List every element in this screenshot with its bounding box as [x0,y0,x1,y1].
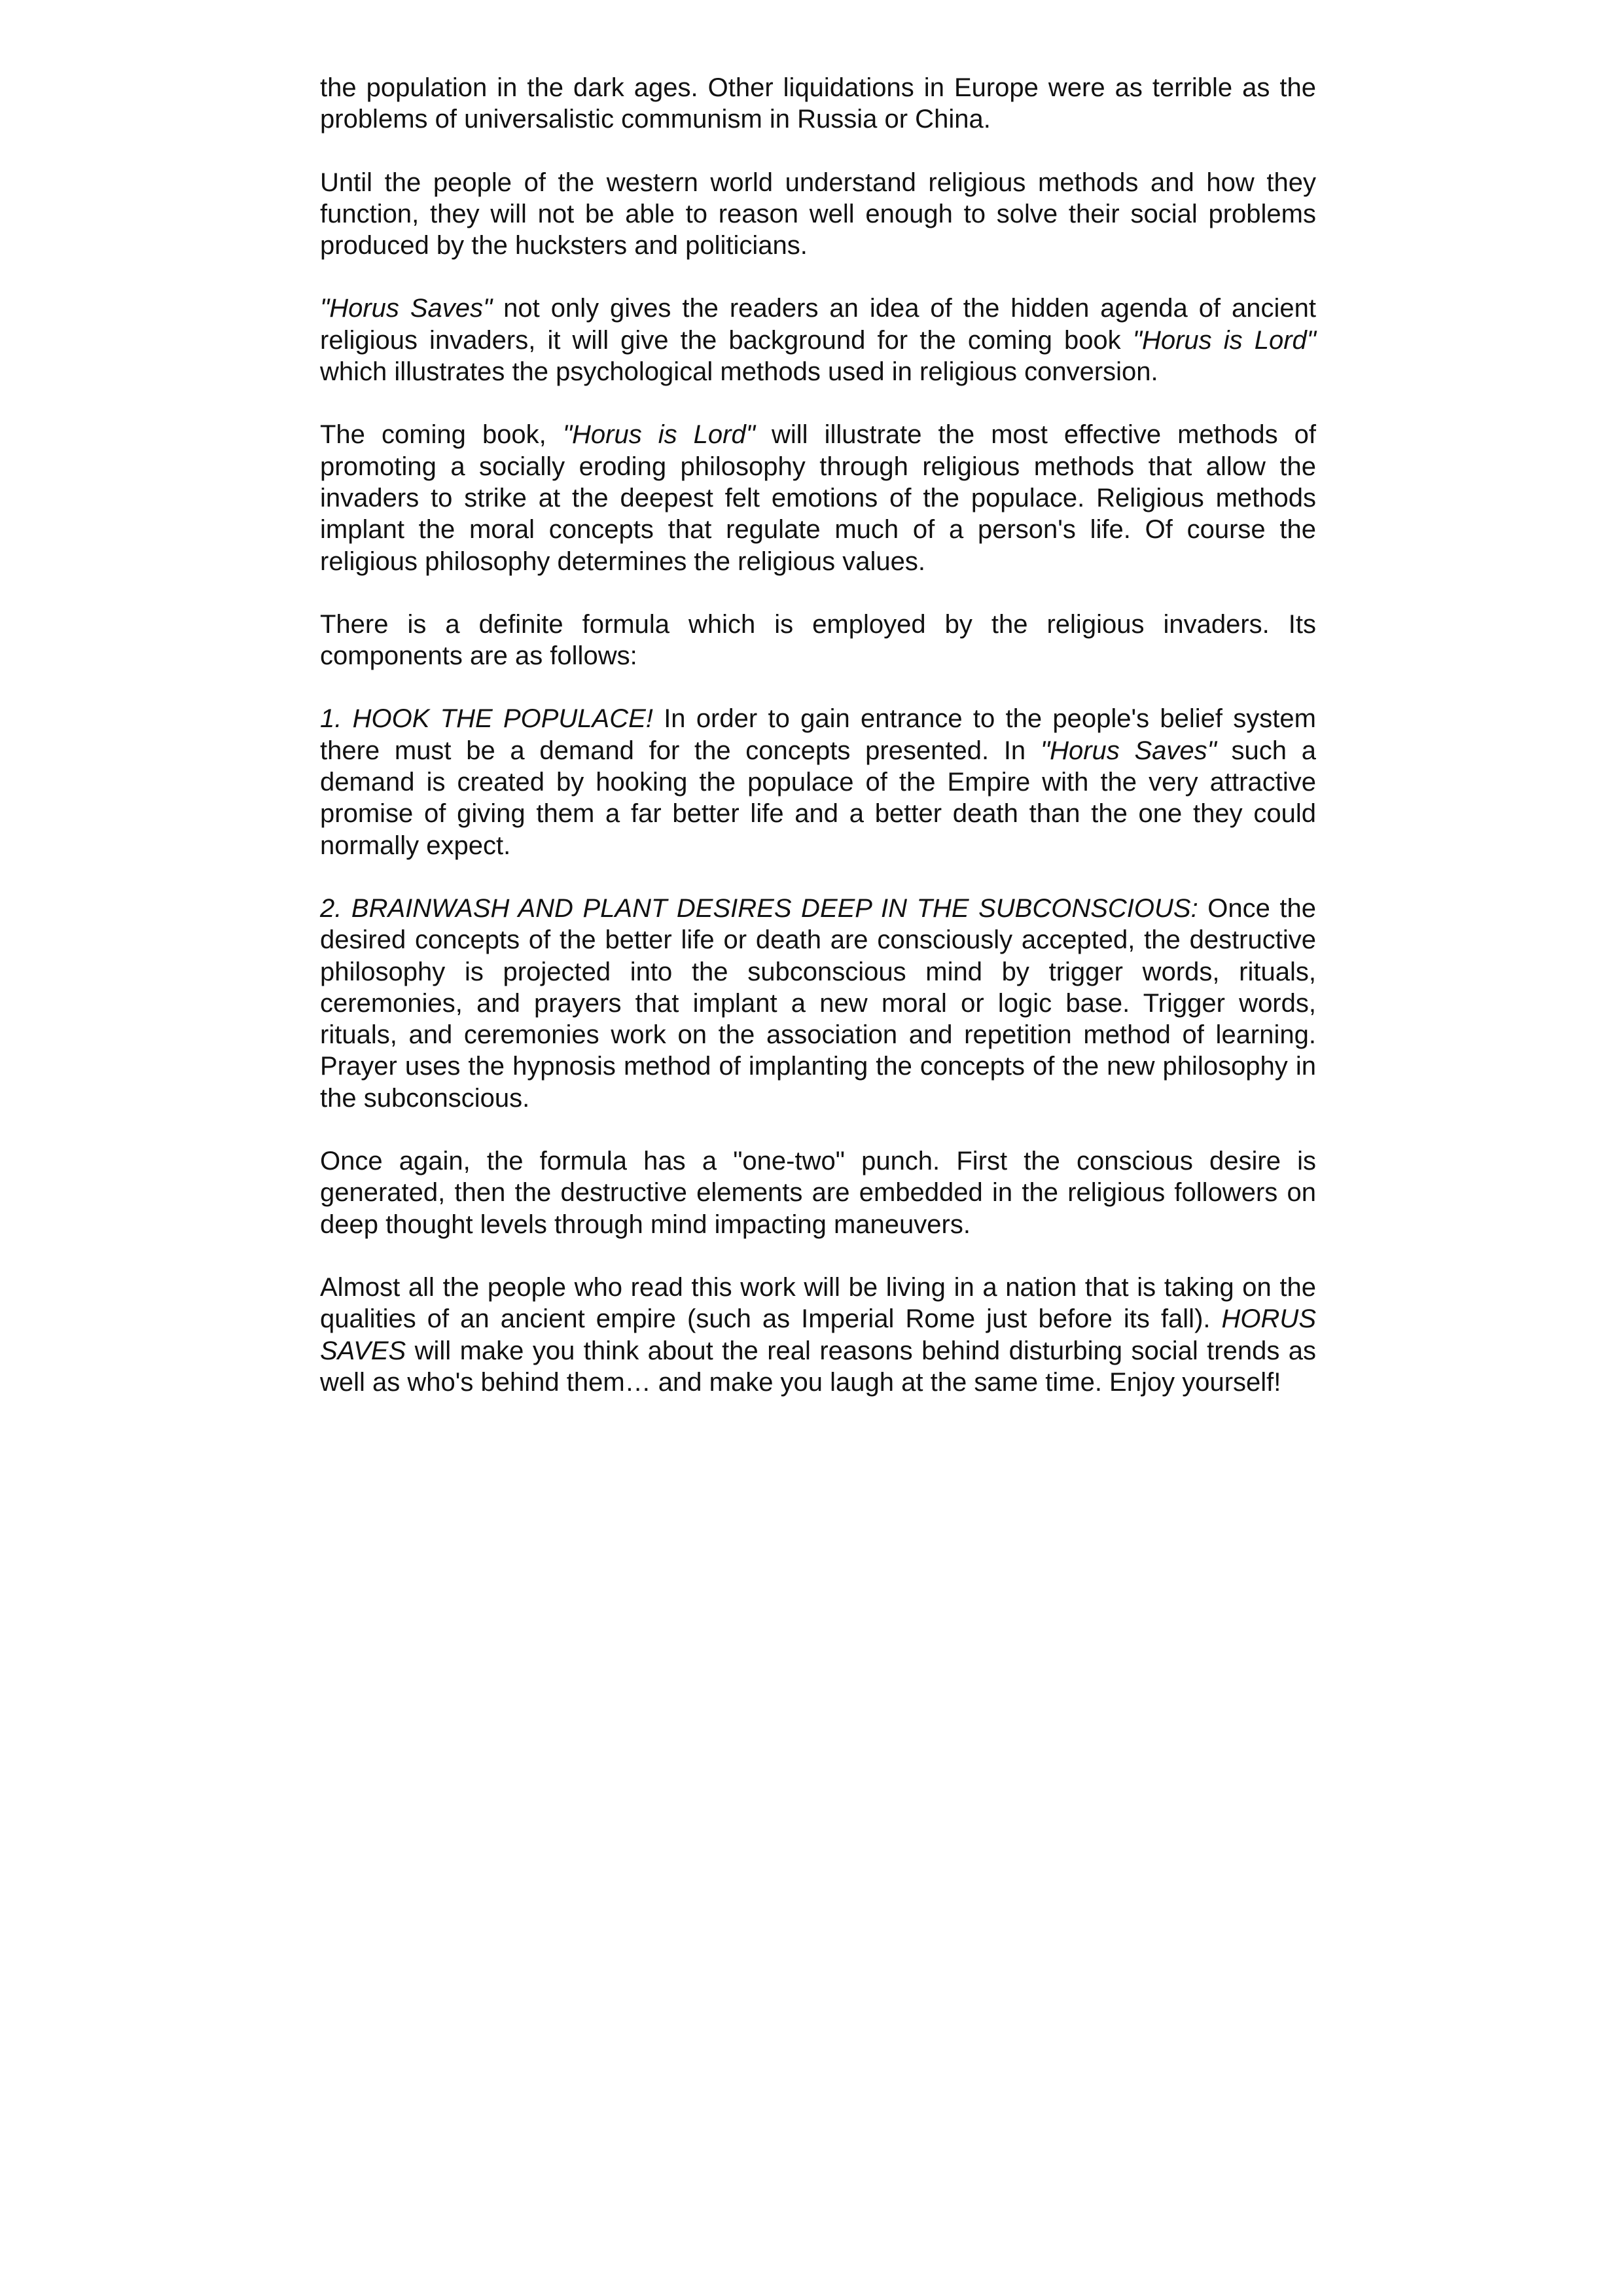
text-segment: Once again, the formula has a "one-two" punch. First the conscious desire is generated, then the destructive elements are embedded in the religious followers on deep thought levels through mind impacting maneuvers. [320,1147,1316,1239]
paragraph-5 [320,609,1316,672]
paragraph-6 [320,703,1316,861]
body-text [320,72,1316,1429]
list-item-heading: 2. BRAINWASH AND PLANT DESIRES DEEP IN THE SUBCONSCIOUS: [320,893,1198,923]
text-segment: The coming book, [320,420,563,450]
paragraph-1 [320,72,1316,135]
italic-title: "Horus is Lord" [1132,325,1316,355]
paragraph-9 [320,1272,1316,1398]
text-segment: such a demand is created by hooking the populace of the Empire with the very attractive promise of giving them a far better life and a better death than the one they could normally expect. [320,736,1316,860]
italic-title: "Horus is Lord" [562,420,755,450]
text-segment: Almost all the people who read this work will be living in a nation that is taking on the qualities of an ancient empire (such as Imperial Rome just before its fall). [320,1272,1316,1334]
paragraph-2 [320,167,1316,262]
text-segment: In order to gain entrance to the people's belief system there must be a demand for the concepts presented. In [320,704,1316,765]
text-segment: will make you think about the real reasons behind disturbing social trends as well as who's behind them… and make you laugh at the same time. Enjoy yourself! [320,1336,1316,1397]
paragraph-8 [320,1145,1316,1240]
text-segment: not only gives the readers an idea of the hidden agenda of ancient religious invaders, it will give the background for the coming book [320,294,1316,355]
italic-title: HORUS SAVES [320,1304,1316,1365]
text-segment: Once the desired concepts of the better life or death are consciously accepted, the destructive philosophy is projected into the subconscious mind by trigger words, rituals, ceremonies, and prayers that implant a new moral or logic base. Trigger words, rituals, and ceremonies work on the association and repetition method of learning. Prayer uses the hypnosis method of implanting the concepts of the new philosophy in the subconscious. [320,893,1316,1113]
text-segment: will illustrate the most effective methods of promoting a socially eroding philosophy through religious methods that allow the invaders to strike at the deepest felt emotions of the populace. Religious methods implant the moral concepts that regulate much of a person's life. Of course the religious philosophy determines the religious values. [320,420,1316,576]
text-segment: Until the people of the western world understand religious methods and how they function, they will not be able to reason well enough to solve their social problems produced by the hucksters and politicians. [320,168,1316,260]
paragraph-7 [320,893,1316,1114]
paragraph-4 [320,419,1316,577]
text-segment: the population in the dark ages. Other liquidations in Europe were as terrible as the problems of universalistic communism in Russia or China. [320,73,1316,134]
list-item-heading: 1. HOOK THE POPULACE! [320,704,653,734]
text-segment: which illustrates the psychological methods used in religious conversion. [320,357,1158,387]
italic-title: "Horus Saves" [1040,736,1217,765]
paragraph-3 [320,293,1316,387]
text-segment: There is a definite formula which is employed by the religious invaders. Its components are as follows: [320,609,1316,671]
italic-title: "Horus Saves" [320,294,493,323]
